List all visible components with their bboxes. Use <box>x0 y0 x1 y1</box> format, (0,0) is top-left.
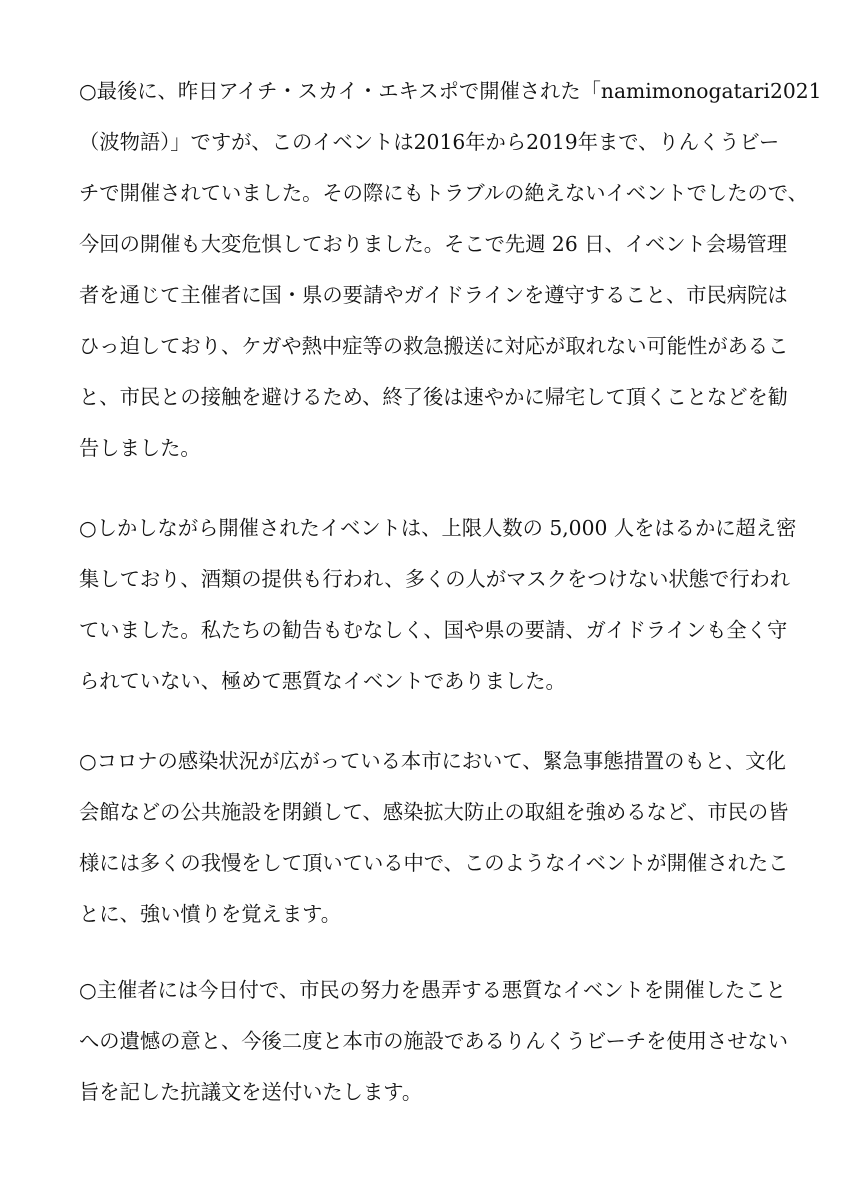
paragraph-1-line-2: （波物語）」ですが、このイベントは2016年から2019年まで、りんくうビー <box>79 130 780 154</box>
paragraph-1-line-8: 告しました。 <box>79 436 201 460</box>
paragraph-3-line-3: 様には多くの我慢をして頂いている中で、このようなイベントが開催されたこ <box>79 851 789 875</box>
paragraph-1-line-6: ひっ迫しており、ケガや熱中症等の救急搬送に対応が取れない可能性があるこ <box>79 334 789 358</box>
paragraph-1-line-7: と、市民との接触を避けるため、終了後は速やかに帰宅して頂くことなどを勧 <box>79 385 789 409</box>
paragraph-4-line-1: ○主催者には今日付で、市民の努力を愚弄する悪質なイベントを開催したこと <box>79 978 786 1002</box>
paragraph-1-line-1: ○最後に、昨日アイチ・スカイ・エキスポで開催された「namimonogatari2021 <box>79 79 822 103</box>
paragraph-1-line-3: チで開催されていました。その際にもトラブルの絶えないイベントでしたので、 <box>79 181 808 205</box>
paragraph-2-line-1: ○しかしながら開催されたイベントは、上限人数の 5,000 人をはるかに超え密 <box>79 516 797 540</box>
paragraph-2-line-2: 集しており、酒類の提供も行われ、多くの人がマスクをつけない状態で行われ <box>79 567 791 591</box>
paragraph-4-line-2: への遺憾の意と、今後二度と本市の施設であるりんくうビーチを使用させない <box>79 1029 789 1053</box>
paragraph-3-line-1: ○コロナの感染状況が広がっている本市において、緊急事態措置のもと、文化 <box>79 749 786 773</box>
paragraph-3-line-4: とに、強い憤りを覚えます。 <box>79 902 342 926</box>
paragraph-2-line-4: られていない、極めて悪質なイベントでありました。 <box>79 669 566 693</box>
paragraph-2-line-3: ていました。私たちの勧告もむなしく、国や県の要請、ガイドラインも全く守 <box>79 618 788 642</box>
paragraph-1-line-5: 者を通じて主催者に国・県の要請やガイドラインを遵守すること、市民病院は <box>79 283 788 307</box>
paragraph-3-line-2: 会館などの公共施設を閉鎖して、感染拡大防止の取組を強めるなど、市民の皆 <box>79 800 789 824</box>
paragraph-1-line-4: 今回の開催も大変危惧しておりました。そこで先週 26 日、イベント会場管理 <box>79 232 787 256</box>
paragraph-4-line-3: 旨を記した抗議文を送付いたします。 <box>79 1080 423 1104</box>
